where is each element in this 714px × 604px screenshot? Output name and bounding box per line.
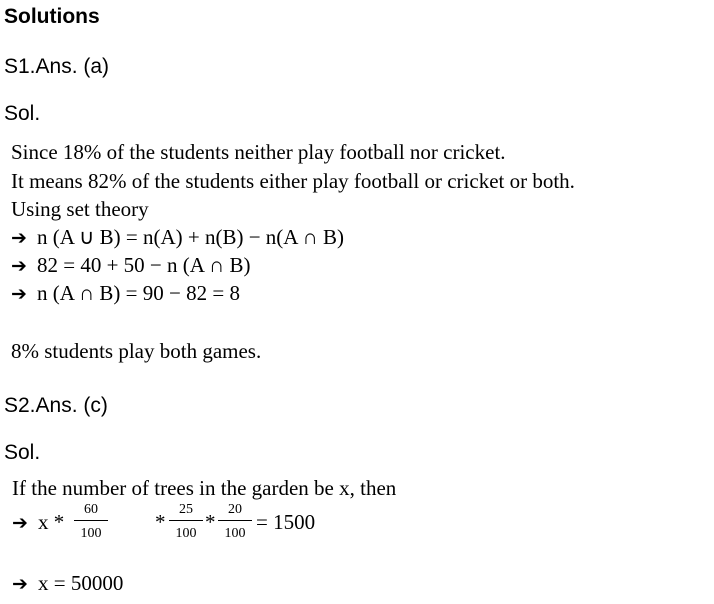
s1-step-1-text: n (A ∪ B) = n(A) + n(B) − n(A ∩ B)	[37, 225, 344, 249]
s1-step-1	[11, 225, 344, 250]
s2-final	[12, 571, 123, 596]
right-arrow-icon: ➔	[12, 573, 28, 595]
fraction-1-numerator: 60	[74, 502, 108, 521]
right-arrow-icon: ➔	[11, 227, 27, 249]
s1-sol-label: Sol.	[4, 102, 41, 125]
fraction-1	[74, 502, 108, 542]
solutions-heading: Solutions	[4, 5, 100, 28]
s2-answer: S2.Ans. (c)	[4, 394, 108, 417]
fraction-2-denominator: 100	[175, 526, 197, 541]
s2-eq-result: = 1500	[256, 510, 316, 534]
s2-intro: If the number of trees in the garden be x, then	[12, 476, 397, 500]
s1-step-2	[11, 253, 250, 278]
s1-line-3: Using set theory	[11, 197, 149, 221]
s2-eq-op-2: *	[205, 510, 216, 534]
s1-line-2: It means 82% of the students either play football or cricket or both.	[11, 169, 575, 193]
s1-step-3-text: n (A ∩ B) = 90 − 82 = 8	[37, 281, 240, 305]
s1-step-2-text: 82 = 40 + 50 − n (A ∩ B)	[37, 253, 251, 277]
fraction-2	[169, 502, 203, 542]
s2-final-text: x = 50000	[38, 571, 124, 595]
fraction-2-numerator: 25	[169, 502, 203, 521]
right-arrow-icon: ➔	[12, 512, 28, 534]
right-arrow-icon: ➔	[11, 283, 27, 305]
s1-conclusion: 8% students play both games.	[11, 339, 262, 363]
s2-eq-x-prefix: x *	[38, 510, 65, 534]
s1-line-1: Since 18% of the students neither play football nor cricket.	[11, 140, 506, 164]
fraction-1-denominator: 100	[80, 526, 102, 541]
s2-sol-label: Sol.	[4, 441, 41, 464]
right-arrow-icon: ➔	[11, 255, 27, 277]
fraction-3	[218, 502, 252, 542]
fraction-3-numerator: 20	[218, 502, 252, 521]
s2-eq-op-1: *	[155, 510, 166, 534]
s1-step-3	[11, 281, 240, 306]
s1-answer: S1.Ans. (a)	[4, 55, 110, 78]
fraction-3-denominator: 100	[224, 526, 246, 541]
